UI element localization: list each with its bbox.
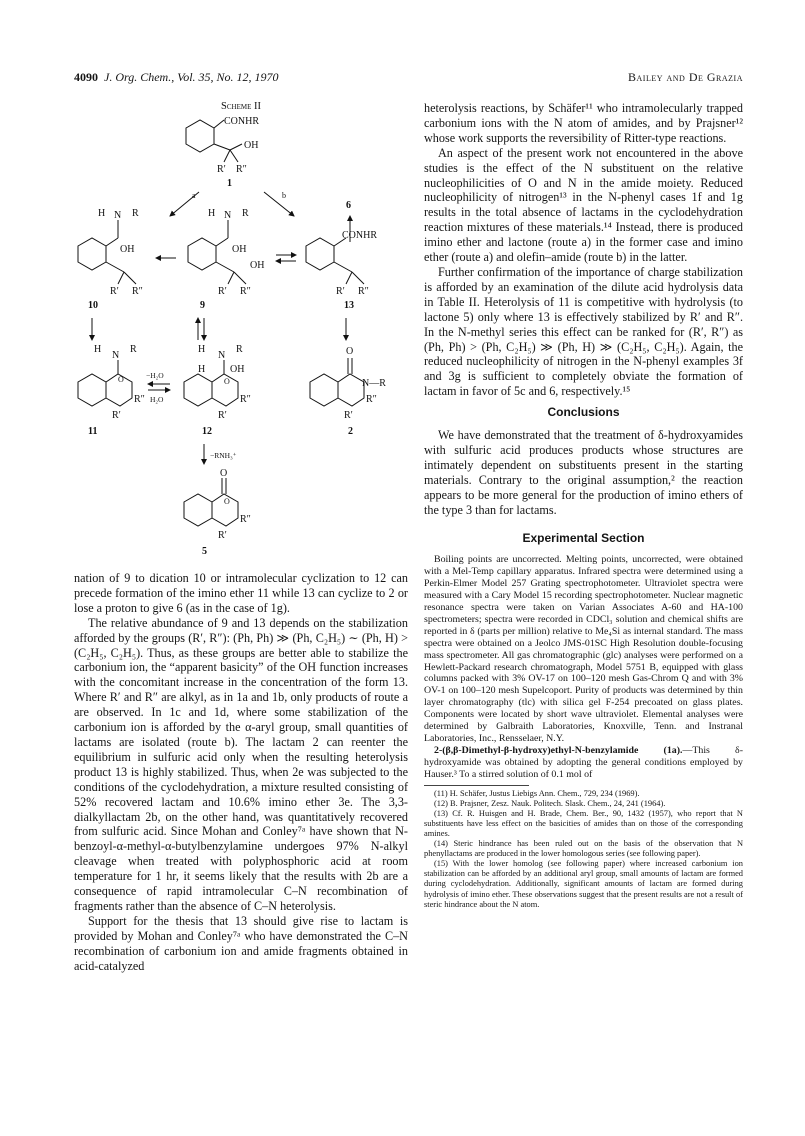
compound-10-oh: OH xyxy=(120,244,135,255)
compound-5-o2: O xyxy=(224,497,230,506)
compound-9-n: N xyxy=(224,210,232,221)
footnote-13: (13) Cf. R. Huisgen and H. Brade, Chem. Ber., 90, 1432 (1957), who report that N substituents have less effect on the basicities of amides than on those of the corresponding amines. xyxy=(424,808,743,838)
minus-rnh3-label: −RNH₃⁺ xyxy=(210,451,237,460)
scheme-title: Scheme II xyxy=(221,101,261,112)
footnote-11: (11) H. Schäfer, Justus Liebigs Ann. Chem., 729, 234 (1969). xyxy=(434,788,640,798)
compound-11-rdprime: R″ xyxy=(134,394,145,405)
compound-10-h: H xyxy=(98,208,106,219)
compound-11-rprime: R′ xyxy=(112,410,121,421)
compound-1-oh: OH xyxy=(244,140,259,151)
compound-11-h: H xyxy=(94,344,102,355)
compound-12-h2: H xyxy=(198,364,206,375)
experimental-heading: Experimental Section xyxy=(522,531,645,546)
compound-12-rprime: R′ xyxy=(218,410,227,421)
compound-13-structure xyxy=(306,238,364,284)
compound-9-rprime: R′ xyxy=(218,286,227,297)
scheme-diagram xyxy=(74,100,408,560)
compound-10-rdprime: R″ xyxy=(132,286,143,297)
left-paragraph-2: The relative abundance of 9 and 13 depends on the stabilization afforded by the groups (R′, R″): (Ph, Ph) ≫ (Ph, C₂H₅) ∼ (Ph, H) > (C₂H₅, C₂H₅). Thus, as these groups are better able to stabilize the carbonium ion, the “apparent basicity” of the OH function increases with the concomitant increase in the concentration of the form 13. Where R′ and R″ are alkyl, as in 1a and 1b, only products of route a are observed. In 1c and 1d, where some stabilization of the carbonium ion is afforded by the α-aryl group, small quantities of lactams are isolated (route b). The lactam 2 can reenter the equilibrium in sulfuric acid only when the resulting heterolysis product 13 is highly stabilized. Thus, when 2e was subjected to the conditions of the cyclodehydration, a mixture resulted consisting of 52% recovered lactam and 10.6% imino ether 3e. The 3,3-dialkyllactam 2b, on the other hand, was quantitatively recovered from sulfuric acid. Since Mohan and Conley⁷ᵃ have shown that N-benzoyl-α-methyl-α-butylbenzylamine undergoes 97% N-alkyl cleavage when treated with polyphosphoric acid at room temperature for 1 hr, it seems likely that the results with 2b are a consequence of rapid intramolecular C–N recombination of fragments rather than the absence of C–N heterolysis. xyxy=(74,615,408,913)
compound-1a-heading: 2-(β,β-Dimethyl-β-hydroxy)ethyl-N-benzylamide (1a). xyxy=(434,744,683,756)
right-column xyxy=(424,101,743,910)
right-paragraph-1: heterolysis reactions, by Schäfer¹¹ who intramolecularly trapped carbonium ions with the N atom of amides, and by Prajsner¹² whose work supports the reversibility of Ritter-type reactions. xyxy=(424,101,743,145)
label-6: 6 xyxy=(346,200,351,211)
label-5: 5 xyxy=(202,546,207,557)
compound-10-rprime: R′ xyxy=(110,286,119,297)
compound-2-nr: N—R xyxy=(362,378,386,389)
header-left xyxy=(74,70,279,85)
scheme-figure xyxy=(74,100,408,560)
compound-13-rprime: R′ xyxy=(336,286,345,297)
conclusions-paragraph: We have demonstrated that the treatment of δ-hydroxyamides with sulfuric acid produces products whose structures are intimately dependent on substituents present in the starting materials. Contrary to the original assumption,² the reaction appears to be more general for the production of imino ethers of the type 3 than for lactams. xyxy=(424,428,743,517)
footnote-12: (12) B. Prajsner, Zesz. Nauk. Politech. Slask. Chem., 24, 241 (1964). xyxy=(434,798,666,808)
compound-12-rdprime: R″ xyxy=(240,394,251,405)
compound-11-o: O xyxy=(118,375,124,384)
left-paragraph-1: nation of 9 to dication 10 or intramolecular cyclization to 12 can precede formation of the imino ether 11 while 13 can cyclize to 2 or lose a proton to give 6 (as in the case of 1g). xyxy=(74,571,408,615)
compound-5-o: O xyxy=(220,468,228,479)
footnote-15: (15) With the lower homolog (see following paper) where increased carbonium ion stabilization can be afforded by an additional aryl group, small amounts of lactam are formed during cyclodehydration. Additionally, significant amounts of lactam are formed during hydrolysis of imino ether. These observations suggest that the present results are not a result of steric hindrance about the N atom. xyxy=(424,859,743,909)
label-2: 2 xyxy=(348,426,353,437)
journal-citation: J. Org. Chem., Vol. 35, No. 12, 1970 xyxy=(104,70,279,84)
h2o-label: H₂O xyxy=(150,395,164,404)
compound-12-o: O xyxy=(224,377,230,386)
compound-9-oh: OH xyxy=(232,244,247,255)
compound-9-h: H xyxy=(208,208,216,219)
compound-13-rdprime: R″ xyxy=(358,286,369,297)
compound-9-rdprime: R″ xyxy=(240,286,251,297)
right-paragraph-3: Further confirmation of the importance of charge stabilization is afforded by an examination of the dilute acid hydrolysis data in Table II. Heterolysis of 11 is competitive with hydrolysis (to lactone 5) only where 13 is effectively stabilized by R′ and R″. In the N-methyl series this effect can be ranked for (R′, R″) as (Ph, Ph) > (Ph, C₂H₅) ≫ (Ph, H) ≫ (C₂H₅, C₂H₅). Again, the reduced nucleophilicity of nitrogen in the N-phenyl examples 3f and 3g is sufficient to completely obviate the formation of lactam in favor of 5c and 6, respectively.¹⁵ xyxy=(424,264,743,399)
compound-2-o: O xyxy=(346,346,354,357)
compound-12-n: N xyxy=(218,350,226,361)
compound-1a-text: —This δ-hydroxyamide was obtained by adopting the general conditions employed by Hauser.³ To a stirred solution of 0.1 mol of xyxy=(424,744,743,780)
compound-1-conhr: CONHR xyxy=(224,116,260,127)
compound-5-rprime: R′ xyxy=(218,530,227,541)
conclusions-heading: Conclusions xyxy=(547,405,620,420)
compound-2-rprime: R′ xyxy=(344,410,353,421)
compound-2-structure xyxy=(310,358,364,406)
compound-11-n: N xyxy=(112,350,120,361)
footnotes xyxy=(424,789,743,910)
compound-13-conhr: CONHR xyxy=(342,230,378,241)
compound-12-oh: OH xyxy=(230,364,245,375)
compound-9-r: R xyxy=(242,208,249,219)
label-11: 11 xyxy=(88,426,98,437)
compound-12-h: H xyxy=(198,344,206,355)
compound-1-rprime: R′ xyxy=(217,164,226,175)
compound-1a-paragraph xyxy=(424,745,743,781)
label-10: 10 xyxy=(88,300,98,311)
compound-5-rdprime: R″ xyxy=(240,514,251,525)
left-paragraph-3: Support for the thesis that 13 should give rise to lactam is provided by Mohan and Conley⁷ᵃ who have demonstrated the C–N recombination of carbonium ion and amide fragments obtained in acid-catalyzed xyxy=(74,913,408,973)
right-paragraph-2: An aspect of the present work not encountered in the above studies is the effect of the N substituent on the relative nucleophilicities of O and N in the amide moiety. Reduced nucleophilicity of nitrogen¹³ in the N-phenyl cases 1f and 1g results in the total absence of lactams in the cyclodehydration reaction mixtures of these materials.¹⁴ Instead, there is produced imino ether and lactone (route a) in the former case and imino ether (route a) and olefin–amide (route b) in the latter. xyxy=(424,145,743,265)
compound-12-r: R xyxy=(236,344,243,355)
label-9: 9 xyxy=(200,300,205,311)
minus-h2o-label: −H₂O xyxy=(146,371,164,380)
footnote-rule xyxy=(424,785,529,786)
route-b-arrow xyxy=(264,192,294,216)
route-a-label: a xyxy=(192,191,196,200)
compound-5-structure xyxy=(184,478,238,526)
label-1: 1 xyxy=(227,178,232,189)
compound-2-rdprime: R″ xyxy=(366,394,377,405)
label-12: 12 xyxy=(202,426,212,437)
compound-9-oh2: OH xyxy=(250,260,265,271)
left-column xyxy=(74,571,408,973)
page-header xyxy=(74,70,743,86)
compound-10-r: R xyxy=(132,208,139,219)
compound-10-n: N xyxy=(114,210,122,221)
experimental-body xyxy=(424,554,743,780)
compound-1-rdprime: R″ xyxy=(236,164,247,175)
label-13: 13 xyxy=(344,300,354,311)
compound-11-r: R xyxy=(130,344,137,355)
running-title: Bailey and De Grazia xyxy=(628,70,743,84)
experimental-paragraph: Boiling points are uncorrected. Melting points, uncorrected, were obtained with a Mel-Temp capillary apparatus. Infrared spectra were determined using a Perkin-Elmer Model 257 Grating spectrophotometer. Ultraviolet spectra were measured with a Cary Model 15 recording spectrophotometer. Nuclear magnetic resonance spectra were taken on Varian Associates A-60 and HA-100 spectrometers; spectra were recorded in CDCl₃ solution and chemical shifts are reported in δ (parts per million) relative to Me₄Si as internal standard. The mass spectra were obtained on a Jeolco JMS-01SC High Resolution double-focusing mass spectrometer. All gas chromatographic (glc) analyses were performed on a Hewlett-Packard research chromatograph, Model 5751 B, equipped with glass columns packed with 3% OV-17 on 100–120 mesh Gas-Chrom Q and with 3% OV-1 on 100–120 mesh Supelcoport. Purity of products was determined by thin layer chromatography (tlc) with silica gel F-254 precoated on glass plates. Components were located by short wave ultraviolet. Elemental analyses were determined by Galbraith Laboratories, Knoxville, Tenn. and Instranal Laboratories, Inc., Rensselaer, N.Y. xyxy=(424,554,743,744)
compound-11-structure xyxy=(78,360,132,406)
page-number: 4090 xyxy=(74,70,98,84)
route-b-label: b xyxy=(282,191,286,200)
footnote-14: (14) Steric hindrance has been ruled out on the basis of the observation that N phenyllactams are produced in the lower homologous series (see following paper). xyxy=(424,839,743,859)
